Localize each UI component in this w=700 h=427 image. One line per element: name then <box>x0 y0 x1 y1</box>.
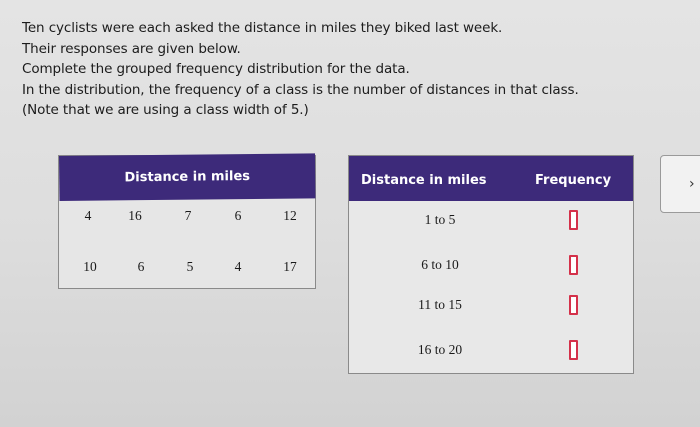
instruction-line: (Note that we are using a class width of 5.) <box>22 102 309 118</box>
frequency-input[interactable] <box>569 255 578 275</box>
data-cell: 10 <box>83 259 97 274</box>
data-cell: 4 <box>84 208 92 223</box>
instruction-line: Ten cyclists were each asked the distance in miles they biked last week. <box>22 20 503 36</box>
table-row <box>59 259 317 279</box>
data-cell: 5 <box>186 259 194 274</box>
chevron-right-icon: › <box>689 176 695 192</box>
frequency-column-header: Frequency <box>535 173 612 188</box>
class-label: 16 to 20 <box>417 342 463 357</box>
raw-data-table <box>58 155 316 289</box>
table-row <box>59 208 317 228</box>
class-label: 11 to 15 <box>418 297 462 312</box>
next-panel-button[interactable] <box>660 155 700 213</box>
table-row <box>349 340 635 364</box>
class-label: 6 to 10 <box>421 257 459 272</box>
table-row <box>349 210 635 234</box>
data-cell: 6 <box>234 208 242 223</box>
raw-data-header: Distance in miles <box>59 153 315 201</box>
data-cell: 4 <box>234 259 242 274</box>
table-row <box>349 295 635 319</box>
frequency-input[interactable] <box>569 340 578 360</box>
data-cell: 7 <box>184 208 192 223</box>
frequency-table-header <box>349 156 633 201</box>
instruction-line: Complete the grouped frequency distribution for the data. <box>22 61 410 77</box>
frequency-distribution-table <box>348 155 634 374</box>
instruction-line: Their responses are given below. <box>22 40 241 57</box>
data-cell: 6 <box>137 259 145 274</box>
class-label: 1 to 5 <box>424 212 456 227</box>
instruction-line: In the distribution, the frequency of a class is the number of distances in that class. <box>22 81 579 98</box>
question-instructions <box>22 18 698 121</box>
data-cell: 17 <box>283 259 297 274</box>
class-column-header: Distance in miles <box>361 173 487 188</box>
frequency-input[interactable] <box>569 210 578 230</box>
data-cell: 12 <box>283 208 297 223</box>
frequency-input[interactable] <box>569 295 578 315</box>
data-cell: 16 <box>128 208 142 223</box>
table-row <box>349 255 635 279</box>
